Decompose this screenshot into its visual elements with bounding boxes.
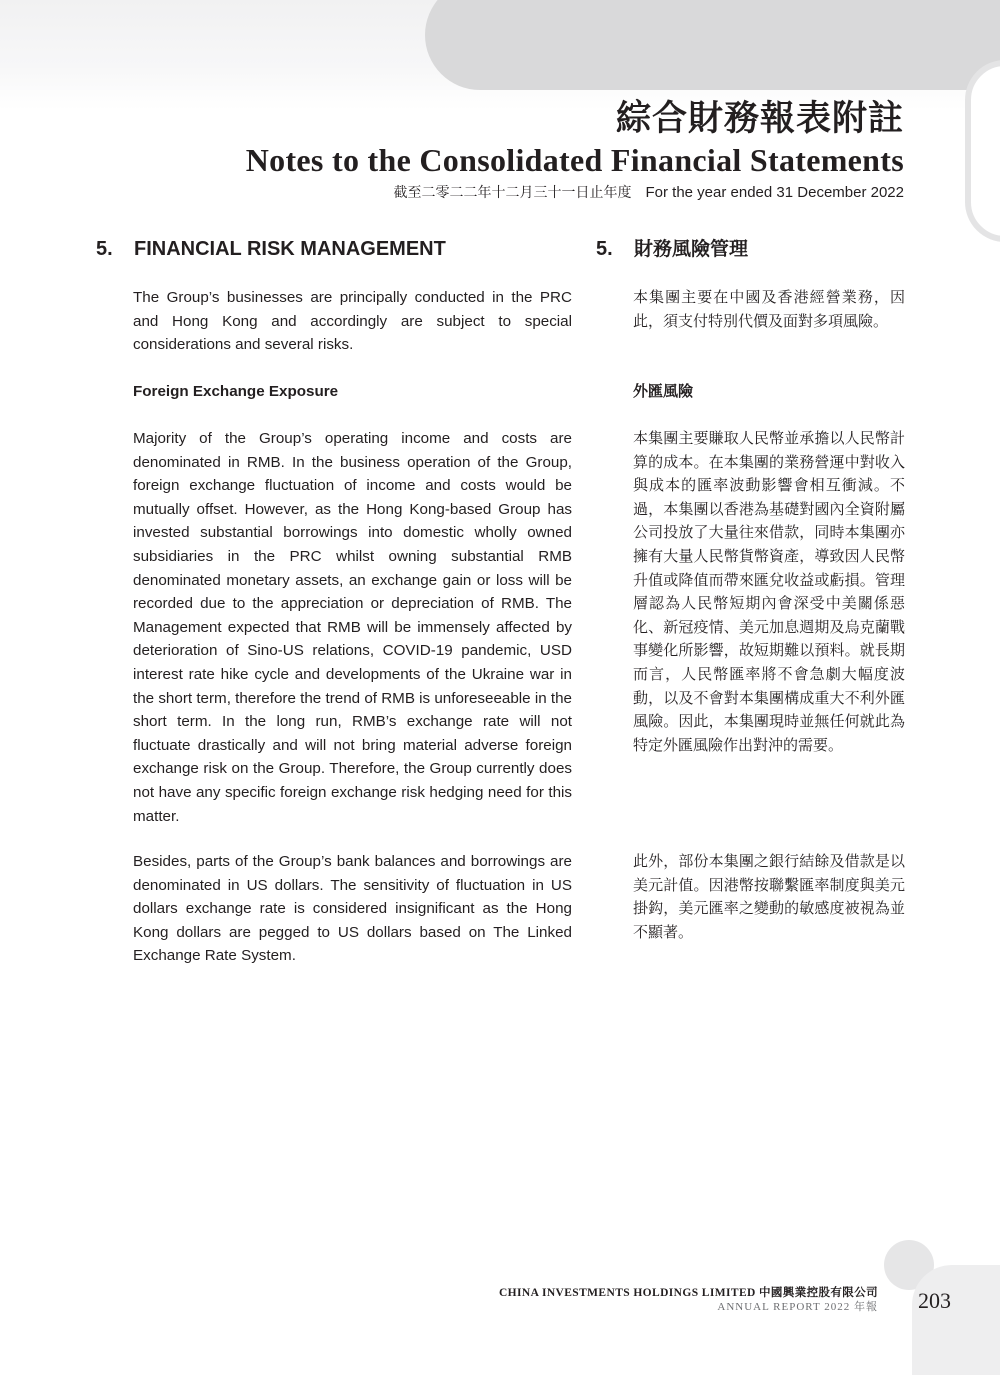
section-number: 5. — [96, 238, 113, 260]
usd-paragraph-chinese: 此外，部份本集團之銀行結餘及借款是以美元計值。因港幣按聯繫匯率制度與美元掛鈎，美元匯率之變動的敏感度被視為並不顯著。 — [633, 852, 905, 941]
fx-paragraph-chinese: 本集團主要賺取人民幣並承擔以人民幣計算的成本。在本集團的業務營運中對收入與成本的匯率波動影響會相互衝減。不過，本集團以香港為基礎對國內全資附屬公司投放了大量往來借款，同時本集團亦擁有大量人民幣貨幣資產，導致因人民幣升值或降值而帶來匯兌收益或虧損。管理層認為人民幣短期內會深受中美關係惡化、新冠疫情、美元加息週期及烏克蘭戰事變化所影響，故短期難以預料。就長期而言，人民幣匯率將不會急劇大幅度波動，以及不會對本集團構成重大不利外匯風險。因此，本集團現時並無任何就此為特定外匯風險作出對沖的需要。 — [633, 429, 905, 754]
side-decorative-shape — [965, 60, 1000, 242]
section-title-english: FINANCIAL RISK MANAGEMENT — [134, 238, 446, 260]
intro-paragraph-chinese: 本集團主要在中國及香港經營業務，因此，須支付特別代價及面對多項風險。 — [633, 288, 905, 330]
section-heading-english — [96, 236, 446, 262]
header-decorative-shape — [425, 0, 1000, 90]
page-footer — [499, 1286, 878, 1314]
usd-paragraph-english: Besides, parts of the Group’s bank balances and borrowings are denominated in US dollars. The sensitivity of fluctuation in US dollars exchange rate is considered insignificant as the Hong Kong dollars are pegged to US dollars based on The Linked Exchange Rate System. — [133, 853, 572, 965]
subheading-chinese: 外匯風險 — [633, 382, 694, 400]
footer-decorative-shape — [912, 1265, 1000, 1375]
subheading-english: Foreign Exchange Exposure — [133, 383, 339, 400]
fx-paragraph-english: Majority of the Group’s operating income and costs are denominated in RMB. In the business operation of the Group, foreign exchange fluctuation of income and costs would be mutually offset. However, as the Hong Kong-based Group has invested substantial borrowings into domestic wholly owned subsidiaries in the PRC whilst owning substantial RMB denominated monetary assets, an exchange gain or loss will be recorded due to the appreciation or depreciation of RMB. The Management expected that RMB will be immensely affected by deterioration of Sino-US relations, COVID-19 pandemic, USD interest rate hike cycle and developments of the Ukraine war in the short term, therefore the trend of RMB is unforeseeable in the short term. In the long run, RMB’s exchange rate will not fluctuate drastically and will not bring material adverse foreign exchange risk on the Group. Therefore, the Group currently does not have any specific foreign exchange risk hedging need for this matter. — [133, 430, 572, 825]
subtitle-chinese: 截至二零二二年十二月三十一日止年度 — [393, 185, 632, 201]
section-number-chinese: 5. — [596, 238, 613, 260]
page-title-chinese: 綜合財務報表附註 — [615, 99, 904, 139]
intro-paragraph-english: The Group’s businesses are principally conducted in the PRC and Hong Kong and accordingly are subject to special considerations and several risks. — [133, 289, 572, 354]
section-heading-chinese — [596, 236, 748, 262]
page-title-english: Notes to the Consolidated Financial Statements — [245, 142, 904, 178]
footer-company-name: CHINA INVESTMENTS HOLDINGS LIMITED 中國興業控股有限公司 — [498, 1287, 878, 1299]
page-subtitle — [246, 182, 904, 204]
footer-report-name: ANNUAL REPORT 2022 年報 — [717, 1301, 878, 1313]
page-number: 203 — [918, 1288, 951, 1313]
section-title-chinese: 財務風險管理 — [634, 238, 749, 260]
page-header — [246, 98, 904, 204]
subtitle-english: For the year ended 31 December 2022 — [645, 184, 904, 201]
